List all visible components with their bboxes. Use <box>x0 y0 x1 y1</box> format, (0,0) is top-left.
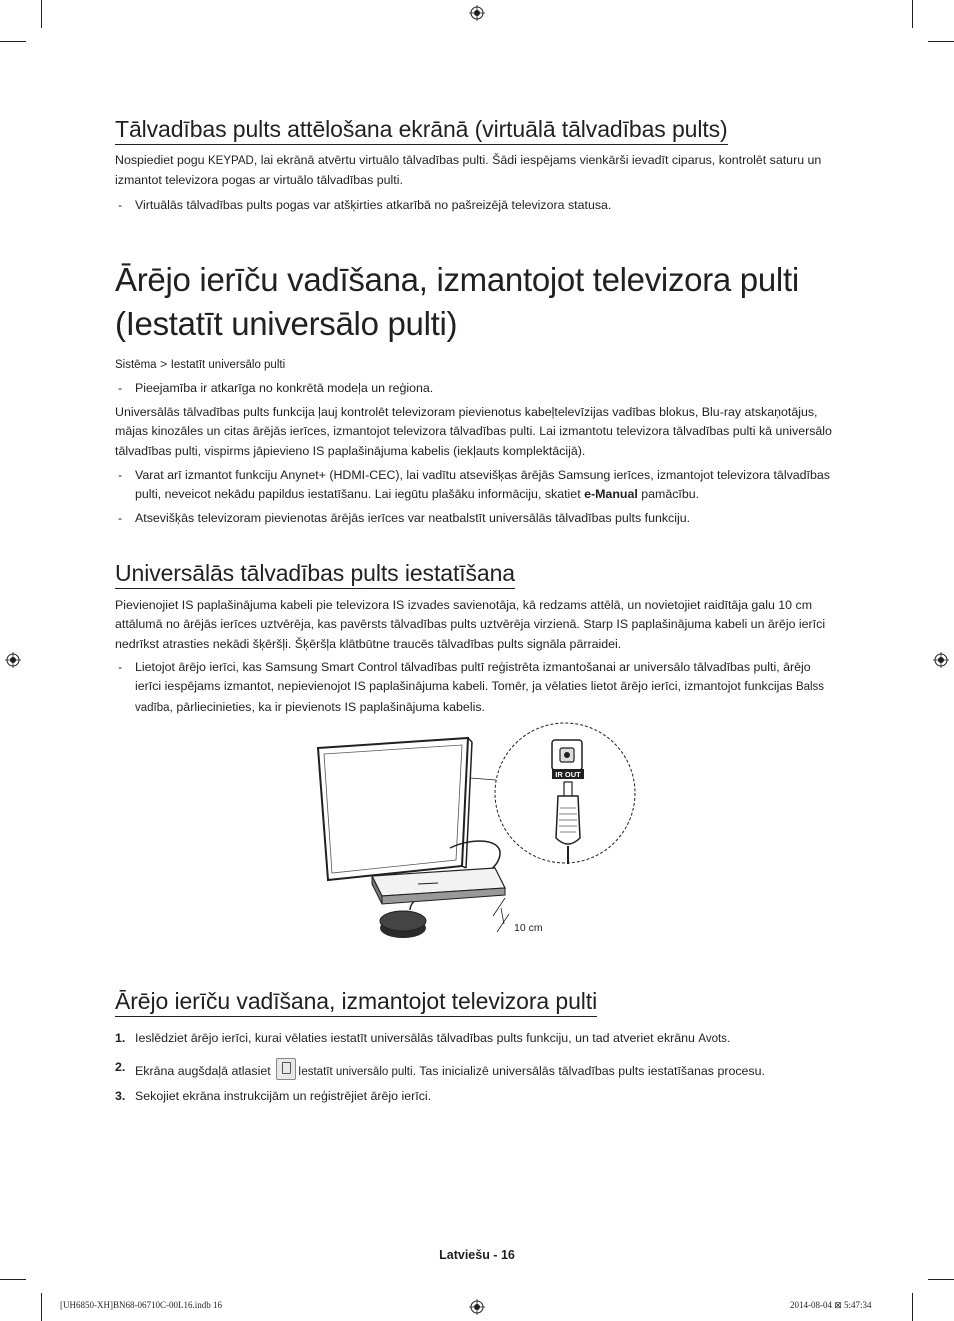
section-heading-setup: Universālās tālvadības pults iestatīšana <box>115 559 515 589</box>
note-text <box>135 466 840 505</box>
crop-mark <box>0 1279 26 1280</box>
note-item: - Lietojot ārējo ierīci, kas Samsung Smart Control tālvadības pultī reģistrēta izmantošanai ar universālo tālvadības pulti, ārējo ierīci iespējams izmantot, nepievienojot IS paplašinājuma kabeli. Tomēr, ja vēlaties lietot ārējo ierīci, izmantojot funkcijas Balss vadība, pārliecinieties, ka ir pievienots IS paplašinājuma kabelis. <box>115 658 840 718</box>
print-date: 2014-08-04 ⊠ 5:47:34 <box>790 1300 872 1310</box>
step-number: 3. <box>115 1089 126 1103</box>
file-info: [UH6850-XH]BN68-06710C-00L16.indb 16 <box>60 1300 222 1310</box>
registration-mark-icon <box>5 652 21 668</box>
step-text: Sekojiet ekrāna instrukcijām un reģistrējiet ārējo ierīci. <box>135 1089 432 1103</box>
tv-icon <box>318 738 468 880</box>
text: Ekrāna augšdaļā atlasiet <box>135 1064 275 1078</box>
step-item <box>115 1029 840 1049</box>
text: Varat arī izmantot funkciju Anynet+ (HDMI-CEC), lai vadītu atsevišķas ārējās Samsung ierīces, izmantojot televizora tālvadības pulti, neveicot nekādu papildus iestatīšanu. Lai iegūtu plašāku informāciju, skatiet <box>135 468 830 502</box>
text: Ieslēdziet ārējo ierīci, kurai vēlaties iestatīt universālās tālvadības pults funkciju, un tad atveriet ekrānu <box>135 1031 699 1045</box>
paragraph-virtual-remote <box>115 151 840 191</box>
text: . Tas inicializē universālās tālvadības pults iestatīšanas procesu. <box>412 1064 765 1078</box>
note-text: Atsevišķās televizoram pievienotas ārējās ierīces var neatbalstīt universālās tālvadības pults funkciju. <box>135 511 691 525</box>
section-heading-virtual-remote: Tālvadības pults attēlošana ekrānā (virtuālā tālvadības pults) <box>115 115 728 145</box>
menu-path-separator: > <box>160 357 168 371</box>
ir-cable-setup-illustration <box>300 718 645 948</box>
registration-mark-icon <box>469 1299 485 1315</box>
crop-mark <box>928 1279 954 1280</box>
crop-mark <box>41 0 42 28</box>
step-number: 2. <box>115 1060 126 1074</box>
universal-remote-setup-label: Iestatīt universālo pulti <box>298 1066 413 1078</box>
voice-control-label: Balss vadība <box>135 681 825 714</box>
title-line: (Iestatīt universālo pulti) <box>115 305 458 342</box>
note-item: - Atsevišķās televizoram pievienotas ārējās ierīces var neatbalstīt universālās tālvadības pults funkciju. <box>115 509 840 528</box>
page-number: Latviešu - 16 <box>439 1248 515 1262</box>
menu-path <box>115 355 840 375</box>
crop-mark <box>912 1293 913 1321</box>
text: Nospiediet pogu <box>115 153 208 167</box>
note-item: - Virtuālās tālvadības pults pogas var atšķirties atkarībā no pašreizējā televizora statusa. <box>115 196 840 215</box>
title-line: Ārējo ierīču vadīšana, izmantojot televizora pulti <box>115 261 799 298</box>
note-text: Pieejamība ir atkarīga no konkrētā modeļa un reģiona. <box>135 381 434 395</box>
e-manual-label: e-Manual <box>584 487 638 502</box>
text: pamācību. <box>637 487 700 502</box>
step-text <box>135 1029 840 1049</box>
crop-mark <box>912 0 913 28</box>
ir-cable-plug-icon <box>564 782 572 796</box>
crop-mark <box>0 41 26 42</box>
text: . <box>726 1031 731 1045</box>
page-title <box>115 258 799 346</box>
step-number: 1. <box>115 1031 126 1045</box>
crop-mark <box>928 41 954 42</box>
crop-mark <box>41 1293 42 1321</box>
note-text: Virtuālās tālvadības pults pogas var atšķirties atkarībā no pašreizējā televizora statusa. <box>135 198 612 212</box>
section-heading-control-devices: Ārējo ierīču vadīšana, izmantojot televizora pulti <box>115 987 597 1017</box>
note-text <box>135 658 840 718</box>
step-item <box>115 1058 840 1082</box>
note-item: - Pieejamība ir atkarīga no konkrētā modeļa un reģiona. <box>115 379 840 398</box>
text: , pārliecinieties, ka ir pievienots IS paplašinājuma kabelis. <box>169 699 485 714</box>
source-label: Avots <box>698 1033 727 1045</box>
registration-mark-icon <box>933 652 949 668</box>
step-item <box>115 1087 840 1106</box>
text: Lietojot ārējo ierīci, kas Samsung Smart Control tālvadības pultī reģistrēta izmantošanai ar universālo tālvadības pulti, ārējo ierīci iespējams izmantot, nepievienojot IS paplašinājuma kabeli. Tomēr, ja vēlaties lietot ārējo ierīci, izmantojot funkcijas <box>135 660 811 694</box>
note-item: - Varat arī izmantot funkciju Anynet+ (HDMI-CEC), lai vadītu atsevišķas ārējās Samsung ierīces, izmantojot televizora tālvadības pulti, neveicot nekādu papildus iestatīšanu. Lai iegūtu plašāku informāciju, skatiet e-Manual pamācību. <box>115 466 840 505</box>
paragraph-universal-remote: Universālās tālvadības pults funkcija ļauj kontrolēt televizoram pievienotus kabeļtelevīzijas vadības blokus, Blu-ray atskaņotājus, mājas kinozāles un citas ārējās ierīces, izmantojot televizora tālvadības pulti. Lai izmantotu televizora tālvadības pulti kā universālo tālvadības pulti, vispirms jāpievieno IS paplašinājuma kabelis (iekļauts komplektācijā). <box>115 405 832 458</box>
text: , lai ekrānā atvērtu virtuālo tālvadības pulti. Šādi iespējams vienkārši ievadīt ciparus, kontrolēt saturu un izmantot televizora pogas ar virtuālo tālvadības pulti. <box>115 153 822 188</box>
menu-path-item: Iestatīt universālo pulti <box>170 359 286 371</box>
step-text <box>135 1058 840 1082</box>
ir-out-label: IR OUT <box>555 770 581 779</box>
distance-label: 10 cm <box>514 922 543 934</box>
universal-remote-setup-icon <box>276 1058 296 1080</box>
registration-mark-icon <box>469 5 485 21</box>
paragraph-setup: Pievienojiet IS paplašinājuma kabeli pie televizora IS izvades savienotāja, kā redzams attēlā, un novietojiet raidītāja galu 10 cm attālumā no ārējās ierīces uztvērēja, kas pavērsts tālvadības pults uztvērēja virzienā. Starp IS paplašinājuma kabeli un ārējo ierīci nedrīkst atrasties nekādi šķēršļi. Šķēršļa klātbūtne traucēs tālvadības pults signāla pārraidei. <box>115 598 826 651</box>
menu-path-item: Sistēma <box>115 359 157 371</box>
keypad-key-label: KEYPAD <box>208 155 254 167</box>
